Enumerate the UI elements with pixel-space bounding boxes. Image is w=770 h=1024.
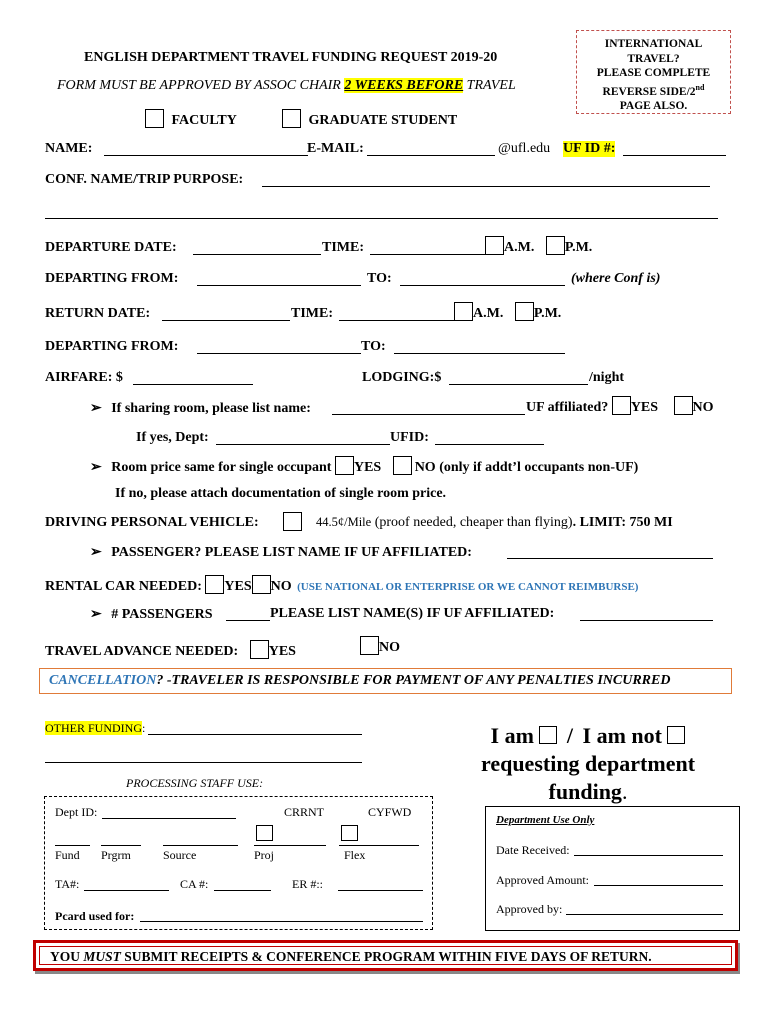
- conf-field-line-2[interactable]: [45, 218, 718, 219]
- rental-row: [45, 575, 638, 595]
- departing-to-2-label: TO:: [361, 339, 386, 354]
- return-pm-label: P.M.: [533, 306, 562, 321]
- advance-yes-checkbox[interactable]: [250, 640, 269, 659]
- pcard-field[interactable]: [140, 921, 423, 922]
- advance-row: [45, 640, 296, 660]
- er-label: ER #::: [292, 877, 324, 891]
- departing-to-field[interactable]: [400, 285, 565, 286]
- rental-yes-checkbox[interactable]: [205, 575, 224, 594]
- dept-use-title: Department Use Only: [496, 814, 595, 826]
- approved-by-field[interactable]: [566, 914, 723, 915]
- return-am-checkbox[interactable]: [454, 302, 473, 321]
- rental-no-checkbox[interactable]: [252, 575, 271, 594]
- advance-no: [360, 636, 400, 656]
- passengers-list-label: PLEASE LIST NAME(S) IF UF AFFILIATED:: [270, 606, 555, 621]
- grad-status: [282, 109, 457, 129]
- bullet-arrow-icon: ➢: [90, 401, 102, 416]
- international-travel-box: [576, 30, 731, 114]
- uf-affiliated-yes-checkbox[interactable]: [612, 396, 631, 415]
- cancellation-box: [39, 668, 732, 694]
- ca-label: CA #:: [180, 877, 209, 891]
- dept-id-field[interactable]: [102, 818, 236, 819]
- room-price-no-checkbox[interactable]: [393, 456, 412, 475]
- departure-am-label: A.M.: [504, 240, 535, 255]
- airfare-field[interactable]: [133, 384, 253, 385]
- name-field[interactable]: [104, 155, 308, 156]
- uf-affiliated-no-checkbox[interactable]: [674, 396, 693, 415]
- cyfwd-checkbox[interactable]: [341, 825, 358, 841]
- driving-checkbox-wrap: [283, 512, 302, 532]
- status-row: [145, 109, 237, 129]
- dept-ufid-label: UFID:: [390, 430, 429, 445]
- departure-pm-checkbox[interactable]: [546, 236, 565, 255]
- pcard-label: Pcard used for:: [55, 909, 135, 923]
- passengers-list-field[interactable]: [580, 620, 713, 621]
- i-am-label: I am: [490, 723, 534, 748]
- proj-label: Proj: [254, 848, 275, 862]
- slash-separator: /: [566, 723, 574, 748]
- footer-post: SUBMIT RECEIPTS & CONFERENCE PROGRAM WITHIN FIVE DAYS OF RETURN.: [120, 949, 652, 964]
- approved-by-label: Approved by:: [496, 902, 563, 916]
- dept-ufid-field[interactable]: [435, 444, 544, 445]
- fund-label: Fund: [55, 848, 80, 862]
- return-date-field[interactable]: [162, 320, 290, 321]
- iam-row: [468, 722, 708, 750]
- num-passengers-field[interactable]: [226, 620, 270, 621]
- lodging-field[interactable]: [449, 384, 588, 385]
- intl-line-3: PLEASE COMPLETE: [596, 67, 711, 79]
- prgrm-label: Prgrm: [101, 848, 131, 862]
- flex-label: Flex: [344, 848, 366, 862]
- sharing-label: If sharing room, please list name:: [111, 401, 311, 416]
- conf-label: CONF. NAME/TRIP PURPOSE:: [45, 172, 244, 187]
- intl-line-2: TRAVEL?: [627, 52, 680, 65]
- return-ampm: [454, 302, 561, 322]
- cancellation-word: CANCELLATION: [49, 673, 157, 688]
- sharing-name-field[interactable]: [332, 414, 525, 415]
- uf-affiliated-yes-label: YES: [630, 400, 659, 415]
- approved-amount-label: Approved Amount:: [496, 873, 589, 887]
- driving-details: [316, 515, 673, 531]
- advance-no-checkbox[interactable]: [360, 636, 379, 655]
- departure-ampm: [485, 236, 592, 256]
- other-funding-field-2[interactable]: [45, 762, 362, 763]
- room-price-yes-checkbox[interactable]: [335, 456, 354, 475]
- requesting-funding: [468, 722, 708, 806]
- num-passengers-row: [90, 606, 213, 623]
- return-pm-checkbox[interactable]: [515, 302, 534, 321]
- mileage-limit: . LIMIT: 750 MI: [572, 515, 673, 530]
- date-received-field[interactable]: [574, 855, 723, 856]
- departing-to-2-field[interactable]: [394, 353, 565, 354]
- source-field[interactable]: [163, 845, 238, 846]
- intl-line-4: REVERSE SIDE/2nd: [602, 82, 705, 98]
- date-received-label: Date Received:: [496, 843, 570, 857]
- er-field[interactable]: [338, 890, 423, 891]
- advance-label: TRAVEL ADVANCE NEEDED:: [45, 644, 239, 659]
- passenger-label: PASSENGER? PLEASE LIST NAME IF UF AFFILIATED:: [111, 545, 472, 560]
- crrnt-checkbox[interactable]: [256, 825, 273, 841]
- return-am-label: A.M.: [473, 306, 504, 321]
- departure-time-label: TIME:: [322, 240, 364, 255]
- passenger-field[interactable]: [507, 558, 713, 559]
- rental-note: (USE NATIONAL OR ENTERPRISE OR WE CANNOT REIMBURSE): [297, 581, 639, 593]
- bullet-arrow-icon: ➢: [90, 545, 102, 560]
- other-funding-label: OTHER FUNDING:: [45, 721, 146, 735]
- departure-date-label: DEPARTURE DATE:: [45, 240, 177, 255]
- funding-line: funding.: [548, 779, 628, 804]
- room-price-row: [90, 456, 638, 476]
- room-price-no-label: NO (only if addt’l occupants non-UF): [414, 460, 639, 475]
- faculty-checkbox[interactable]: [145, 109, 164, 128]
- grad-student-checkbox[interactable]: [282, 109, 301, 128]
- dept-id-label: Dept ID:: [55, 805, 98, 819]
- lodging-label: LODGING:$: [362, 370, 442, 385]
- grad-student-label: GRADUATE STUDENT: [308, 113, 458, 128]
- requesting-line: requesting department: [480, 751, 696, 776]
- crrnt-label: CRRNT: [284, 805, 325, 819]
- source-label: Source: [163, 848, 197, 862]
- return-time-field[interactable]: [339, 320, 454, 321]
- departure-am-checkbox[interactable]: [485, 236, 504, 255]
- driving-label: DRIVING PERSONAL VEHICLE:: [45, 515, 259, 530]
- approval-notice: FORM MUST BE APPROVED BY ASSOC CHAIR 2 WEEKS BEFORE TRAVEL: [57, 78, 516, 93]
- intl-line-5: PAGE ALSO.: [619, 99, 688, 112]
- departing-to-label: TO:: [367, 271, 392, 286]
- dept-field[interactable]: [216, 444, 390, 445]
- form-title: ENGLISH DEPARTMENT TRAVEL FUNDING REQUEST 2019-20: [84, 50, 498, 65]
- departure-time-field[interactable]: [370, 254, 485, 255]
- return-date-label: RETURN DATE:: [45, 306, 151, 321]
- cyfwd-label: CYFWD: [368, 805, 412, 819]
- footer-pre: YOU: [50, 949, 84, 964]
- where-conf-note: (where Conf is): [571, 271, 661, 286]
- i-am-not-label: I am not: [582, 723, 662, 748]
- driving-checkbox[interactable]: [283, 512, 302, 531]
- email-label: E-MAIL:: [307, 141, 364, 156]
- sharing-row: [90, 400, 311, 417]
- ca-field[interactable]: [214, 890, 271, 891]
- departing-from-field[interactable]: [197, 285, 361, 286]
- approved-amount-field[interactable]: [594, 885, 723, 886]
- advance-yes-label: YES: [268, 644, 296, 659]
- uf-affiliated-no-label: NO: [692, 400, 714, 415]
- proj-field[interactable]: [254, 845, 326, 846]
- dept-label: If yes, Dept:: [136, 430, 209, 445]
- ta-field[interactable]: [84, 890, 169, 891]
- faculty-label: FACULTY: [171, 113, 237, 128]
- departure-pm-label: P.M.: [564, 240, 593, 255]
- ufid-field[interactable]: [623, 155, 726, 156]
- bullet-arrow-icon: ➢: [90, 607, 102, 622]
- departing-from-2-field[interactable]: [197, 353, 361, 354]
- bullet-arrow-icon: ➢: [90, 460, 102, 475]
- rental-no-label: NO: [270, 579, 292, 594]
- conf-field[interactable]: [262, 186, 710, 187]
- departing-from-2-label: DEPARTING FROM:: [45, 339, 179, 354]
- departing-from-label: DEPARTING FROM:: [45, 271, 179, 286]
- cyfwd-checkbox-wrap: [341, 825, 358, 843]
- fund-field[interactable]: [55, 845, 90, 846]
- uf-affiliated-label: UF affiliated?: [526, 400, 609, 415]
- rental-label: RENTAL CAR NEEDED:: [45, 579, 202, 594]
- prgrm-field[interactable]: [101, 845, 141, 846]
- other-funding-field[interactable]: [148, 734, 362, 735]
- receipts-footer: [33, 940, 738, 971]
- airfare-label: AIRFARE: $: [45, 370, 123, 385]
- return-time-label: TIME:: [291, 306, 333, 321]
- intl-line-1: INTERNATIONAL: [604, 38, 703, 50]
- per-night-label: /night: [589, 370, 625, 385]
- ufid-label: UF ID #:: [563, 141, 616, 156]
- staff-title: PROCESSING STAFF USE:: [126, 776, 264, 790]
- attach-note: If no, please attach documentation of single room price.: [115, 486, 447, 501]
- num-passengers-label: # PASSENGERS: [111, 607, 213, 622]
- uf-affiliated-row: [526, 396, 714, 416]
- departure-date-field[interactable]: [193, 254, 321, 255]
- cancellation-text: ? -TRAVELER IS RESPONSIBLE FOR PAYMENT OF ANY PENALTIES INCURRED: [156, 673, 671, 688]
- rental-yes-label: YES: [224, 579, 252, 594]
- proof-note: (proof needed, cheaper than flying): [371, 515, 573, 530]
- flex-field[interactable]: [339, 845, 419, 846]
- footer-must: MUST: [83, 949, 121, 964]
- mileage-rate: 44.5¢/Mile: [316, 515, 372, 529]
- i-am-not-checkbox[interactable]: [667, 726, 685, 744]
- i-am-checkbox[interactable]: [539, 726, 557, 744]
- passenger-row: [90, 544, 472, 561]
- email-field[interactable]: [367, 155, 495, 156]
- room-price-label: Room price same for single occupant: [111, 460, 332, 475]
- advance-no-label: NO: [379, 640, 400, 655]
- crrnt-checkbox-wrap: [256, 825, 273, 843]
- room-price-yes-label: YES: [353, 460, 382, 475]
- email-domain: @ufl.edu: [498, 141, 551, 156]
- ta-label: TA#:: [55, 877, 80, 891]
- name-label: NAME:: [45, 141, 93, 156]
